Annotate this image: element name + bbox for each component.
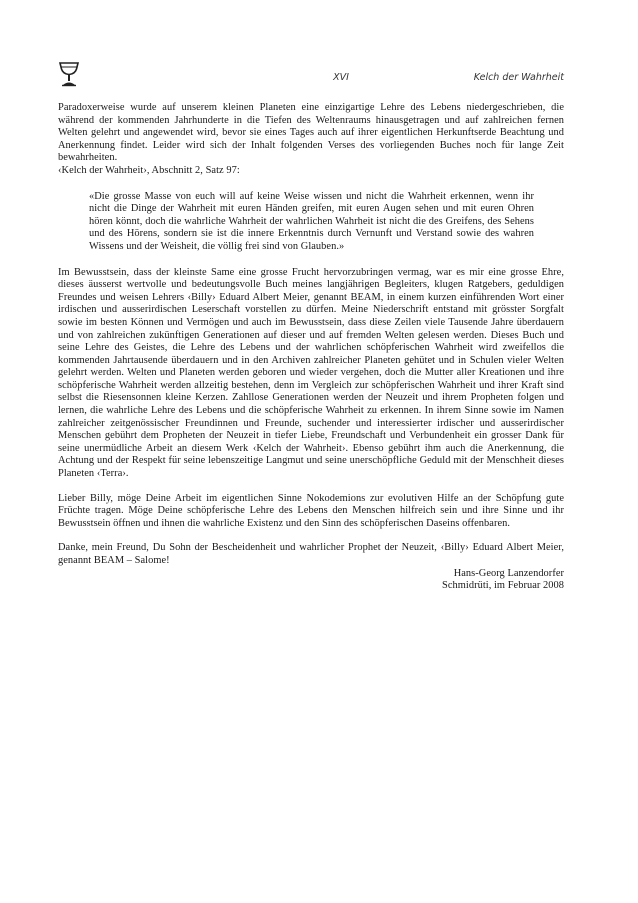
wish-paragraph: Lieber Billy, möge Deine Arbeit im eigentlichen Sinne Nokodemions zur evolutiven Hilfe an der Schöpfung gute Früchte tragen. Möge Deine schöpferische Lehre des Lebens den Menschen hilfreich sein und ihre Sinne und ihr Bewusstsein öffnen und ihnen die wahrliche Existenz und den Sinn des schöpferischen Daseins offenbaren. <box>58 492 564 529</box>
signature-block <box>58 568 564 593</box>
citation-line: ‹Kelch der Wahrheit›, Abschnitt 2, Satz 97: <box>58 164 240 176</box>
signature-name: Hans-Georg Lanzendorfer <box>453 567 564 579</box>
thanks-paragraph: Danke, mein Freund, Du Sohn der Bescheidenheit und wahrlicher Prophet der Neuzeit, ‹Billy› Eduard Albert Meier, genannt BEAM – Salome! <box>58 542 564 566</box>
intro-paragraph: Paradoxerweise wurde auf unserem kleinen Planeten eine einzigartige Lehre des Lebens niedergeschrieben, die während der kommenden Jahrhunderte in die Tiefen des Weltenraums hinausgetragen und auf zahlreichen fernen Welten gelehrt und angewendet wird, bevor sie eines Tages auch auf ihrer eigentlichen Herkunftserde Beachtung und Anerkennung findet. Leider wird sich der Inhalt folgenden Verses des vorliegenden Buches noch für lange Zeit bewahrheiten. <box>58 102 564 164</box>
body-text <box>58 102 564 593</box>
block-quote: «Die grosse Masse von euch will auf keine Weise wissen und nicht die Wahrheit erkennen, wenn ihr nicht die Dinge der Wahrheit mit euren Händen greifen, mit euren Augen sehen und mit euren Ohren hören könnt, doch die wahrliche Wahrheit der wahrlichen Wahrheit ist nicht die des Greifens, des Sehens und des Hörens, sondern sie ist die innere Erkenntnis durch Vernunft und Verstand sowie des wahren Wissens und der Weisheit, die völlig frei sind von Glauben.» <box>89 190 534 252</box>
main-paragraph: Im Bewusstsein, dass der kleinste Same eine grosse Frucht hervorzubringen vermag, war es mir eine grosse Ehre, dieses äusserst wertvolle und bedeutungsvolle Buch meines langjährigen Begleiters, klugen Ratgebers, geduldigen Freundes und weisen Lehrers ‹Billy› Eduard Albert Meier, genannt BEAM, in einem kurzen einführenden Wort einer irdischen und ausserirdischen Leserschaft vorstellen zu dürfen. Meine Niederschrift entstand mit grösster Sorgfalt sowie im besten Können und Vermögen und auch im Bewusstsein, dass diese Zeilen viele Tausende Jahre überdauern und von zahlreichen zukünftigen Generationen auf dieser und auf fremden Welten gelesen werden. Dieses Buch und seine Lehre des Geistes, die Lehre des Lebens und der wahrlichen schöpferischen Wahrheit wird zweifellos die kommenden Jahrtausende überdauern und in den Archiven zahlreicher Planeten gehütet und in Schulen vieler Welten gelehrt werden. Welten und Planeten werden geboren und wieder vergehen, doch die Mutter aller Kreationen und ihre schöpferische Wahrheit werden allzeitig bestehen, denn im Vergleich zur schöpferischen Wahrheit und ihrer Kraft sind selbst die Riesensonnen kleine Kerzen. Zahllose Generationen werden der Neuzeit und ihrem Propheten folgen und lernen, die wahrliche Lehre des Lebens und die schöpferische Wahrheit zu erkennen. In ihrem Sinne sowie im Namen zahlreicher zeitgenössischer Freundinnen und Freunde, suchender und interessierter irdischer und ausserirdischer Menschen gebührt dem Propheten der Neuzeit in tiefer Liebe, Freundschaft und Verbundenheit ein grosser Dank für seine unermüdliche Arbeit an diesem Werk ‹Kelch der Wahrheit›. Ebenso gebührt ihm auch die Anerkennung, die Achtung und der Respekt für seine lebenszeitige Langmut und seine unerschöpfliche Geduld mit der Menschheit dieses Planeten ‹Terra›. <box>58 266 564 480</box>
page-number: XVI <box>333 72 349 83</box>
signature-place-date: Schmidrüti, im Februar 2008 <box>442 580 564 592</box>
page-header <box>58 60 564 90</box>
running-title: Kelch der Wahrheit <box>473 72 564 83</box>
